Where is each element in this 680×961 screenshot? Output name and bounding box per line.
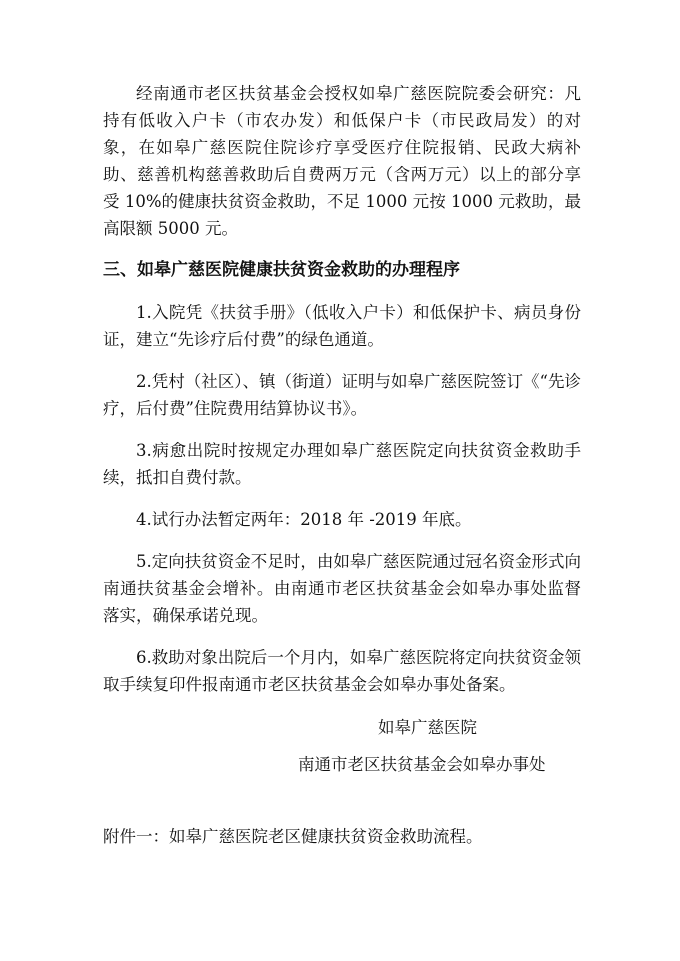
- intro-paragraph: 经南通市老区扶贫基金会授权如皋广慈医院院委会研究：凡持有低收入户卡（市农办发）和低保户卡（市民政局发）的对象，在如皋广慈医院住院诊疗享受医疗住院报销、民政大病补助、慈善机构慈善救助后自费两万元（含两万元）以上的部分享受 10%的健康扶贫资金救助，不足 1000 元按 1000 元救助，最高限额 5000 元。: [103, 84, 581, 238]
- document-body: [103, 80, 581, 713]
- signature-hospital: 如皋广慈医院: [378, 718, 477, 737]
- step-1: 1.入院凭《扶贫手册》（低收入户卡）和低保护卡、病员身份证，建立“先诊疗后付费”的绿色通道。: [103, 303, 581, 349]
- section-heading: 三、如皋广慈医院健康扶贫资金救助的办理程序: [103, 260, 460, 280]
- step-3: 3.病愈出院时按规定办理如皋广慈医院定向扶贫资金救助手续，抵扣自费付款。: [103, 441, 581, 487]
- step-4: 4.试行办法暂定两年：2018 年 -2019 年底。: [136, 510, 472, 529]
- signature-foundation-office: 南通市老区扶贫基金会如皋办事处: [298, 755, 546, 774]
- attachment-note: 附件一：如皋广慈医院老区健康扶贫资金救助流程。: [103, 827, 483, 846]
- step-2: 2.凭村（社区）、镇（街道）证明与如皋广慈医院签订《“先诊疗，后付费”住院费用结算协议书》。: [103, 372, 581, 418]
- step-6: 6.救助对象出院后一个月内，如皋广慈医院将定向扶贫资金领取手续复印件报南通市老区扶贫基金会如皋办事处备案。: [103, 648, 581, 694]
- step-5: 5.定向扶贫资金不足时，由如皋广慈医院通过冠名资金形式向南通扶贫基金会增补。由南通市老区扶贫基金会如皋办事处监督落实，确保承诺兑现。: [103, 552, 581, 625]
